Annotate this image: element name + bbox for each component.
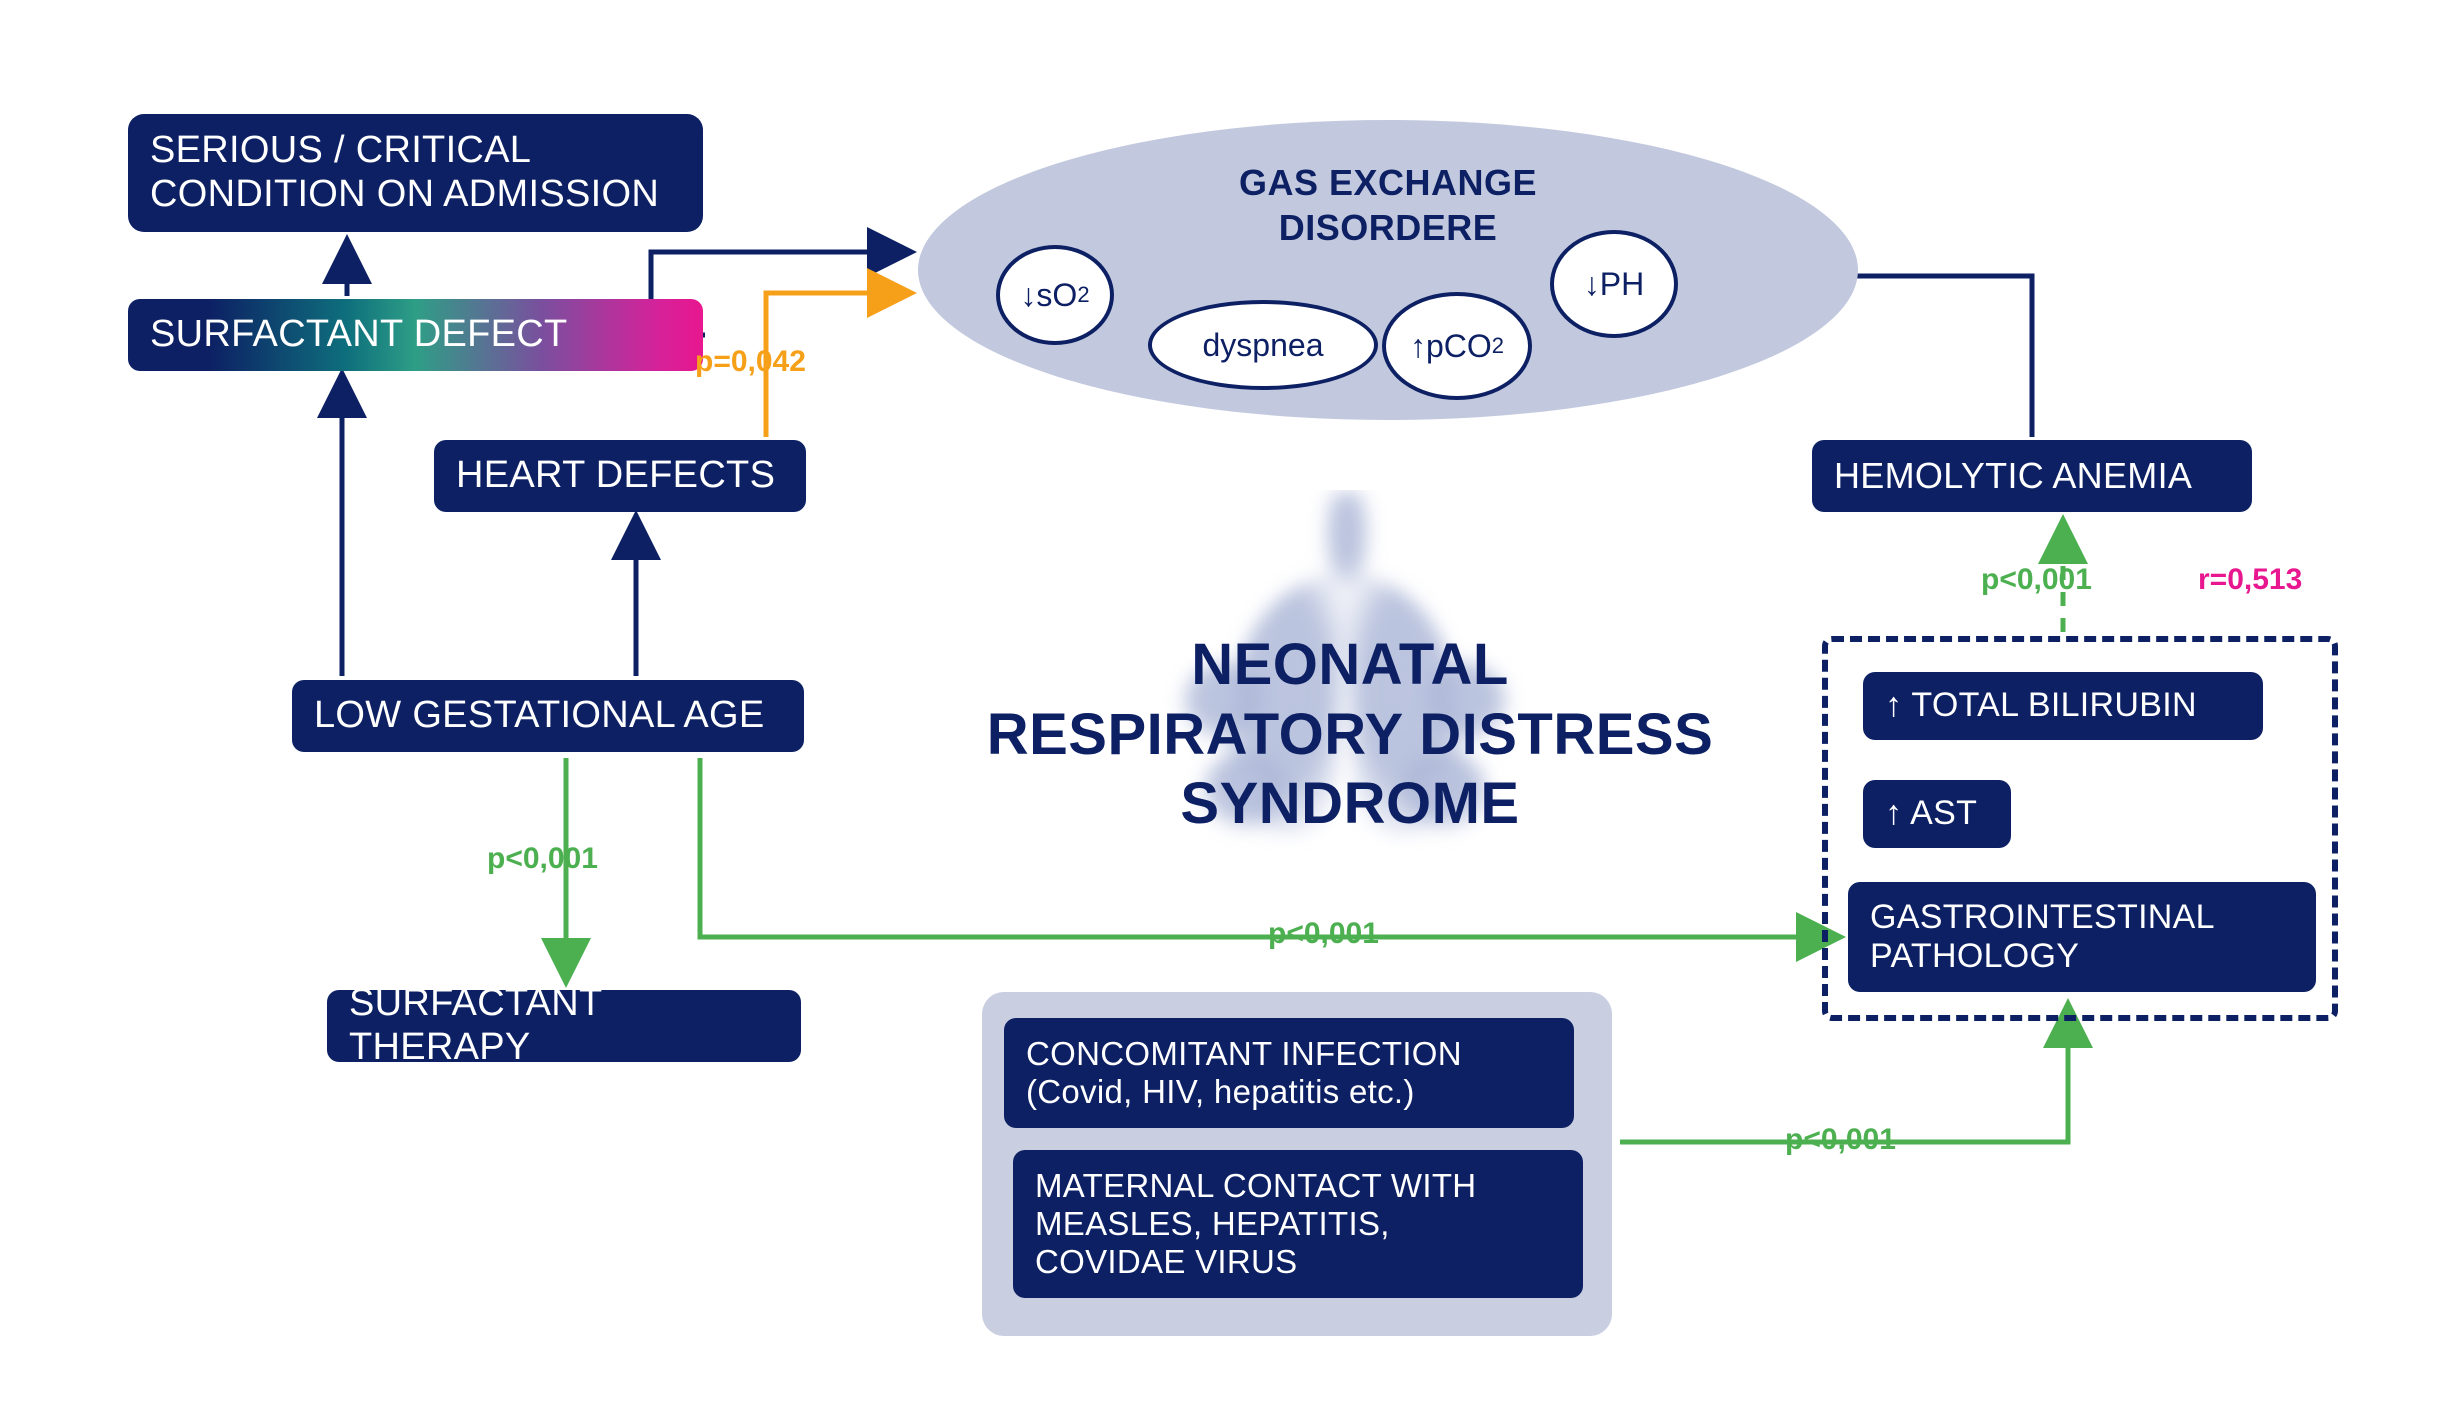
- node-ast[interactable]: [1863, 780, 2011, 848]
- low-gestational-age-label: LOW GESTATIONAL AGE: [314, 694, 765, 737]
- node-surfactant-defect[interactable]: [128, 299, 703, 371]
- pco2-subscript: 2: [1491, 333, 1505, 358]
- gas-exchange-title: [918, 160, 1858, 250]
- ast-label: ↑ AST: [1885, 794, 1978, 833]
- node-maternal-contact[interactable]: [1013, 1150, 1583, 1298]
- node-heart-defects[interactable]: [434, 440, 806, 512]
- node-hemolytic-anemia[interactable]: [1812, 440, 2252, 512]
- gi-line-2: PATHOLOGY: [1870, 937, 2080, 975]
- gi-line-1: GASTROINTESTINAL: [1870, 897, 2215, 936]
- ph-label: PH: [1599, 265, 1645, 302]
- node-surfactant-therapy[interactable]: [327, 982, 801, 1068]
- node-concomitant-infection[interactable]: [1004, 1018, 1574, 1128]
- serious-line-2: CONDITION ON ADMISSION: [150, 173, 660, 215]
- maternal-line-3: COVIDAE VIRUS: [1035, 1242, 1298, 1280]
- edge-label-p042: p=0,042: [695, 345, 806, 378]
- maternal-line-1: MATERNAL CONTACT WITH: [1035, 1167, 1477, 1205]
- center-title: [880, 630, 1820, 839]
- ph-arrow-icon: ↓: [1583, 265, 1600, 302]
- edge-label-p001-infection: p<0,001: [1785, 1123, 1896, 1156]
- bubble-pco2: [1382, 292, 1532, 400]
- center-title-line-3: SYNDROME: [1180, 771, 1520, 837]
- gas-exchange-title-line-1: GAS EXCHANGE: [1238, 162, 1538, 203]
- edge-label-p001-therapy: p<0,001: [487, 842, 598, 875]
- node-total-bilirubin[interactable]: [1863, 672, 2263, 740]
- edge-label-p001-anemia: p<0,001: [1981, 563, 2092, 596]
- surfactant-therapy-label: SURFACTANT THERAPY: [349, 982, 602, 1068]
- center-title-line-1: NEONATAL: [1191, 632, 1509, 697]
- pco2-label: pCO: [1425, 327, 1492, 364]
- so2-label: sO: [1036, 276, 1078, 313]
- infection-line-1: CONCOMITANT INFECTION: [1026, 1035, 1462, 1073]
- maternal-line-2: MEASLES, HEPATITIS,: [1035, 1205, 1390, 1243]
- bubble-ph: [1550, 230, 1678, 338]
- edge-label-p001-gi: p<0,001: [1268, 917, 1379, 950]
- heart-defects-label: HEART DEFECTS: [456, 454, 776, 497]
- edge-label-r513: r=0,513: [2198, 563, 2303, 596]
- bubble-so2: [996, 245, 1114, 345]
- surfactant-defect-label: SURFACTANT DEFECT: [150, 313, 568, 356]
- infection-line-2: (Covid, HIV, hepatitis etc.): [1026, 1073, 1415, 1110]
- hemolytic-anemia-label: HEMOLYTIC ANEMIA: [1834, 455, 2193, 497]
- dyspnea-label: dyspnea: [1202, 326, 1324, 363]
- serious-line-1: SERIOUS / CRITICAL: [150, 129, 532, 172]
- node-low-gestational-age[interactable]: [292, 680, 804, 752]
- node-gastrointestinal-pathology[interactable]: [1848, 882, 2316, 992]
- center-title-line-2: RESPIRATORY DISTRESS: [986, 701, 1714, 767]
- node-serious-critical-condition[interactable]: [128, 114, 703, 232]
- gas-exchange-title-line-2: DISORDERE: [1278, 207, 1498, 248]
- pco2-arrow-icon: ↑: [1409, 327, 1426, 364]
- so2-arrow-icon: ↓: [1020, 276, 1037, 313]
- so2-subscript: 2: [1077, 282, 1090, 307]
- total-bilirubin-label: ↑ TOTAL BILIRUBIN: [1885, 686, 2197, 725]
- bubble-dyspnea: [1148, 300, 1378, 390]
